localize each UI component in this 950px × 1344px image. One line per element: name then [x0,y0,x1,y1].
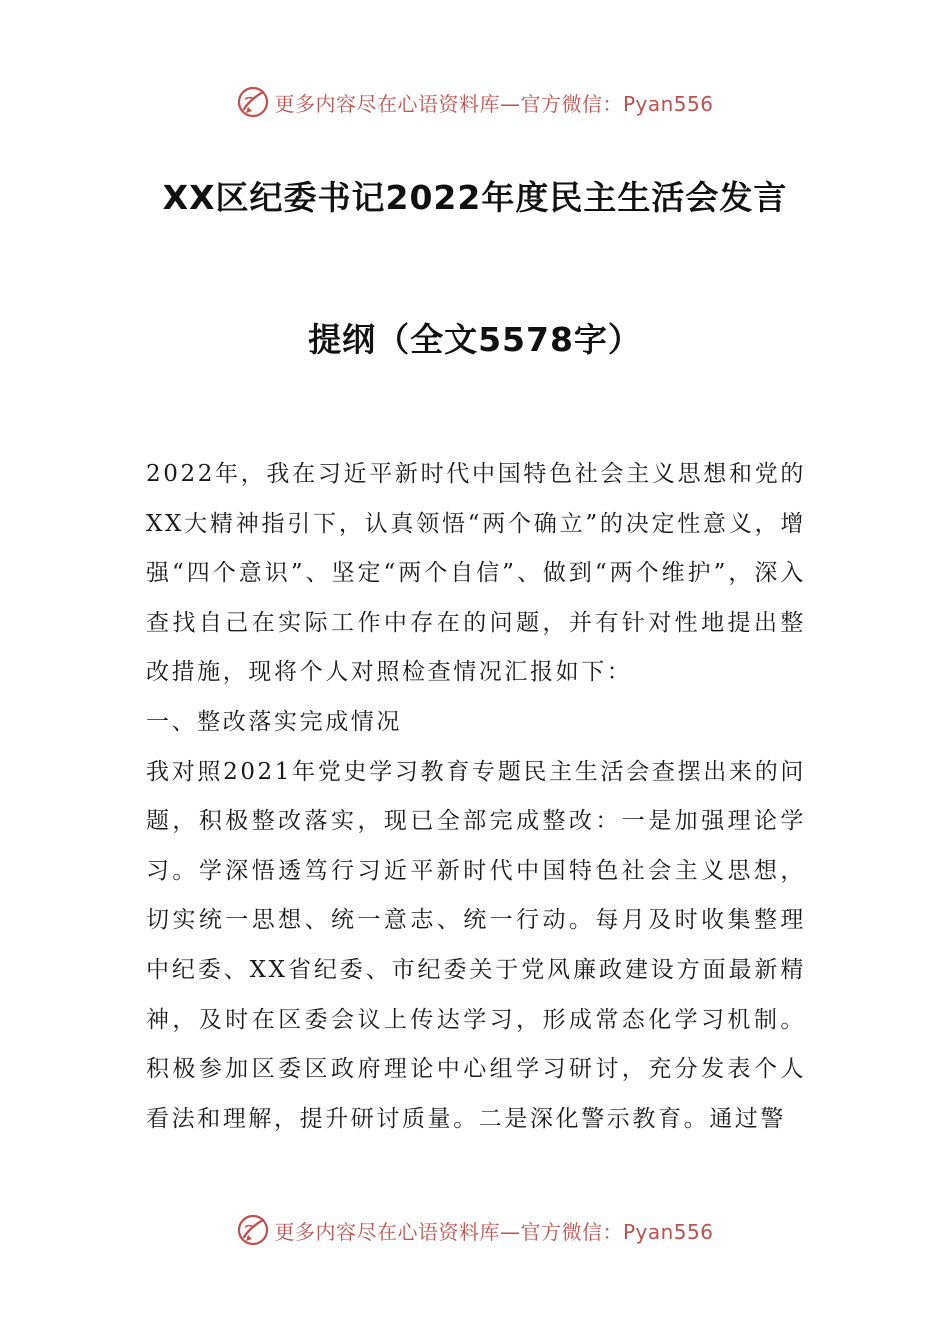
section-heading: 一、整改落实完成情况 [146,708,402,735]
header-watermark-text: 更多内容尽在心语资料库—官方微信：Pyan556 [274,91,714,116]
pen-circle-logo-icon [236,1213,270,1247]
document-body [146,450,806,1144]
body-paragraph-intro: 2022年，我在习近平新时代中国特色社会主义思想和党的XX大精神指引下，认真领悟“两个确立”的决定性意义，增强“四个意识”、坚定“两个自信”、做到“两个维护”，深入查找自己在实际工作中存在的问题，并有针对性地提出整改措施，现将个人对照检查情况汇报如下： [146,461,806,686]
document-title-line-1: XX区纪委书记2022年度民主生活会发言 [162,178,788,217]
pen-circle-logo-icon [236,85,270,119]
header-watermark-banner [0,80,950,124]
body-paragraph-rectification: 我对照2021年党史学习教育专题民主生活会查摆出来的问题，积极整改落实，现已全部完成整改：一是加强理论学习。学深悟透笃行习近平新时代中国特色社会主义思想，切实统一思想、统一意志、统一行动。每月及时收集整理中纪委、XX省纪委、市纪委关于党风廉政建设方面最新精神，及时在区委会议上传达学习，形成常态化学习机制。积极参加区委区政府理论中心组学习研讨，充分发表个人看法和理解，提升研讨质量。二是深化警示教育。通过警 [146,758,806,1132]
footer-watermark-banner [0,1208,950,1252]
footer-watermark-text: 更多内容尽在心语资料库—官方微信：Pyan556 [274,1219,714,1244]
document-title-line-2: 提纲（全文5578字） [308,320,642,359]
